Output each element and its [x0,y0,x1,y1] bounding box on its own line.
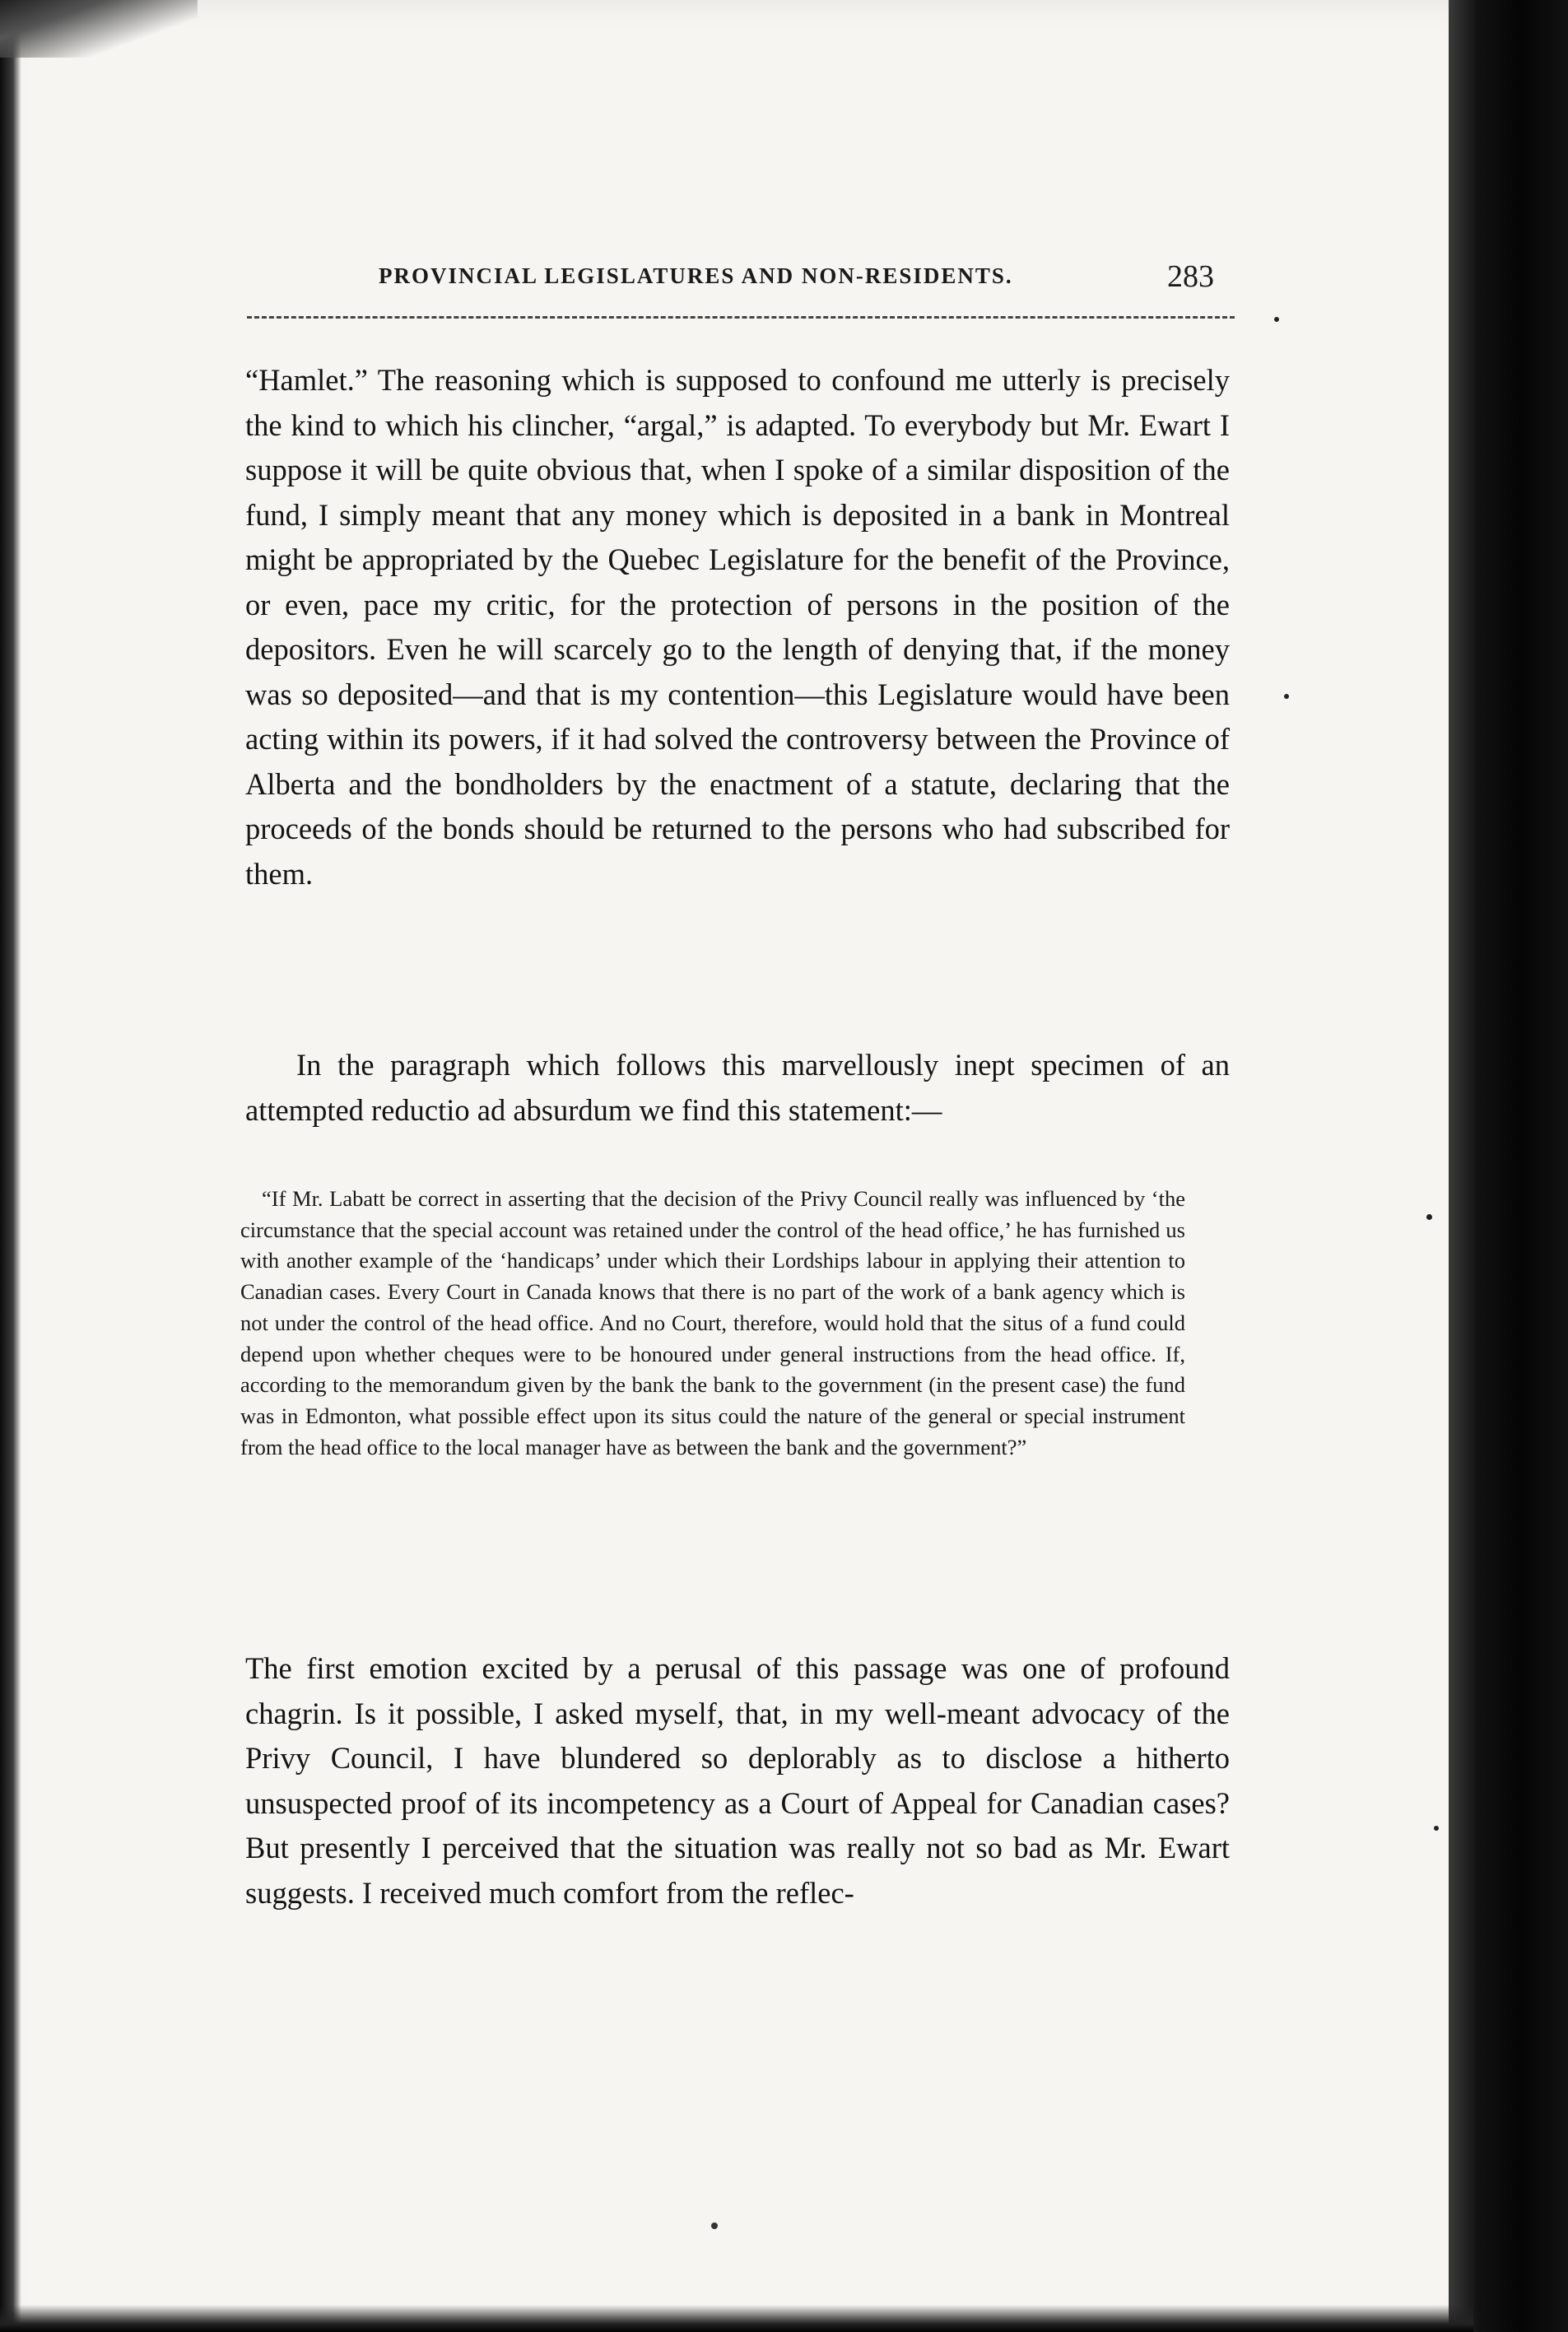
footer-mark [711,2223,718,2229]
scan-edge-right [1449,0,1568,2332]
block-quote: “If Mr. Labatt be correct in asserting that the decision of the Privy Council really was influenced by ‘the circumstance that the special account was retained under the control of the head office,’ he has furnished us with another example of the ‘handicaps’ under which their Lordships labour in applying their attention to Canadian cases. Every Court in Canada knows that there is no part of the work of a bank agency which is not under the control of the head office. And no Court, therefore, would hold that the situs of a fund could depend upon whether cheques were to be honoured under general instructions from the head office. If, according to the memorandum given by the bank the bank to the government (in the present case) the fund was in Edmonton, what possible effect upon its situs could the nature of the general or special instrument from the head office to the local manager have as between the bank and the government?” [240,1186,1185,1459]
paragraph-1: “Hamlet.” The reasoning which is supposed to confound me utterly is precisely the kind to which his clincher, “argal,” is adapted. To everybody but Mr. Ewart I suppose it will be quite obvious that, when I spoke of a similar disposition of the fund, I simply meant that any money which is deposited in a bank in Montreal might be appropriated by the Quebec Legislature for the benefit of the Province, or even, pace my critic, for the protection of persons in the position of the depositors. Even he will scarcely go to the length of denying that, if the money was so deposited—and that is my contention—this Legislature would have been acting within its powers, if it had solved the controversy between the Province of Alberta and the bondholders by the enactment of a statute, declaring that the proceeds of the bonds should be returned to the persons who had subscribed for them. [245,363,1230,891]
scan-edge-bottom [0,2305,1473,2332]
scan-edge-top-left [0,0,198,58]
scan-speck [1284,694,1289,699]
page-number: 283 [1167,259,1214,294]
paragraph-2-block [245,1043,1230,1133]
running-head-title: PROVINCIAL LEGISLATURES AND NON-RESIDENTS. [379,263,1013,288]
scan-speck [1274,317,1279,322]
paragraph-2: In the paragraph which follows this marvellously inept specimen of an attempted reductio ad absurdum we find this statement:— [245,1048,1230,1127]
header-rule [247,316,1235,319]
scan-speck [1434,1826,1439,1831]
scan-edge-left [0,0,21,2332]
paragraph-1-block [245,358,1230,896]
paragraph-3: The first emotion excited by a perusal of this passage was one of profound chagrin. Is it possible, I asked myself, that, in my well-meant advocacy of the Privy Council, I have blundered so deplorably as to disclose a hitherto unsuspected proof of its incompetency as a Court of Appeal for Canadian cases? But presently I perceived that the situation was really not so bad as Mr. Ewart suggests. I received much comfort from the reflec- [245,1651,1230,1910]
scan-speck [1426,1214,1432,1220]
paragraph-3-block [245,1646,1230,1915]
